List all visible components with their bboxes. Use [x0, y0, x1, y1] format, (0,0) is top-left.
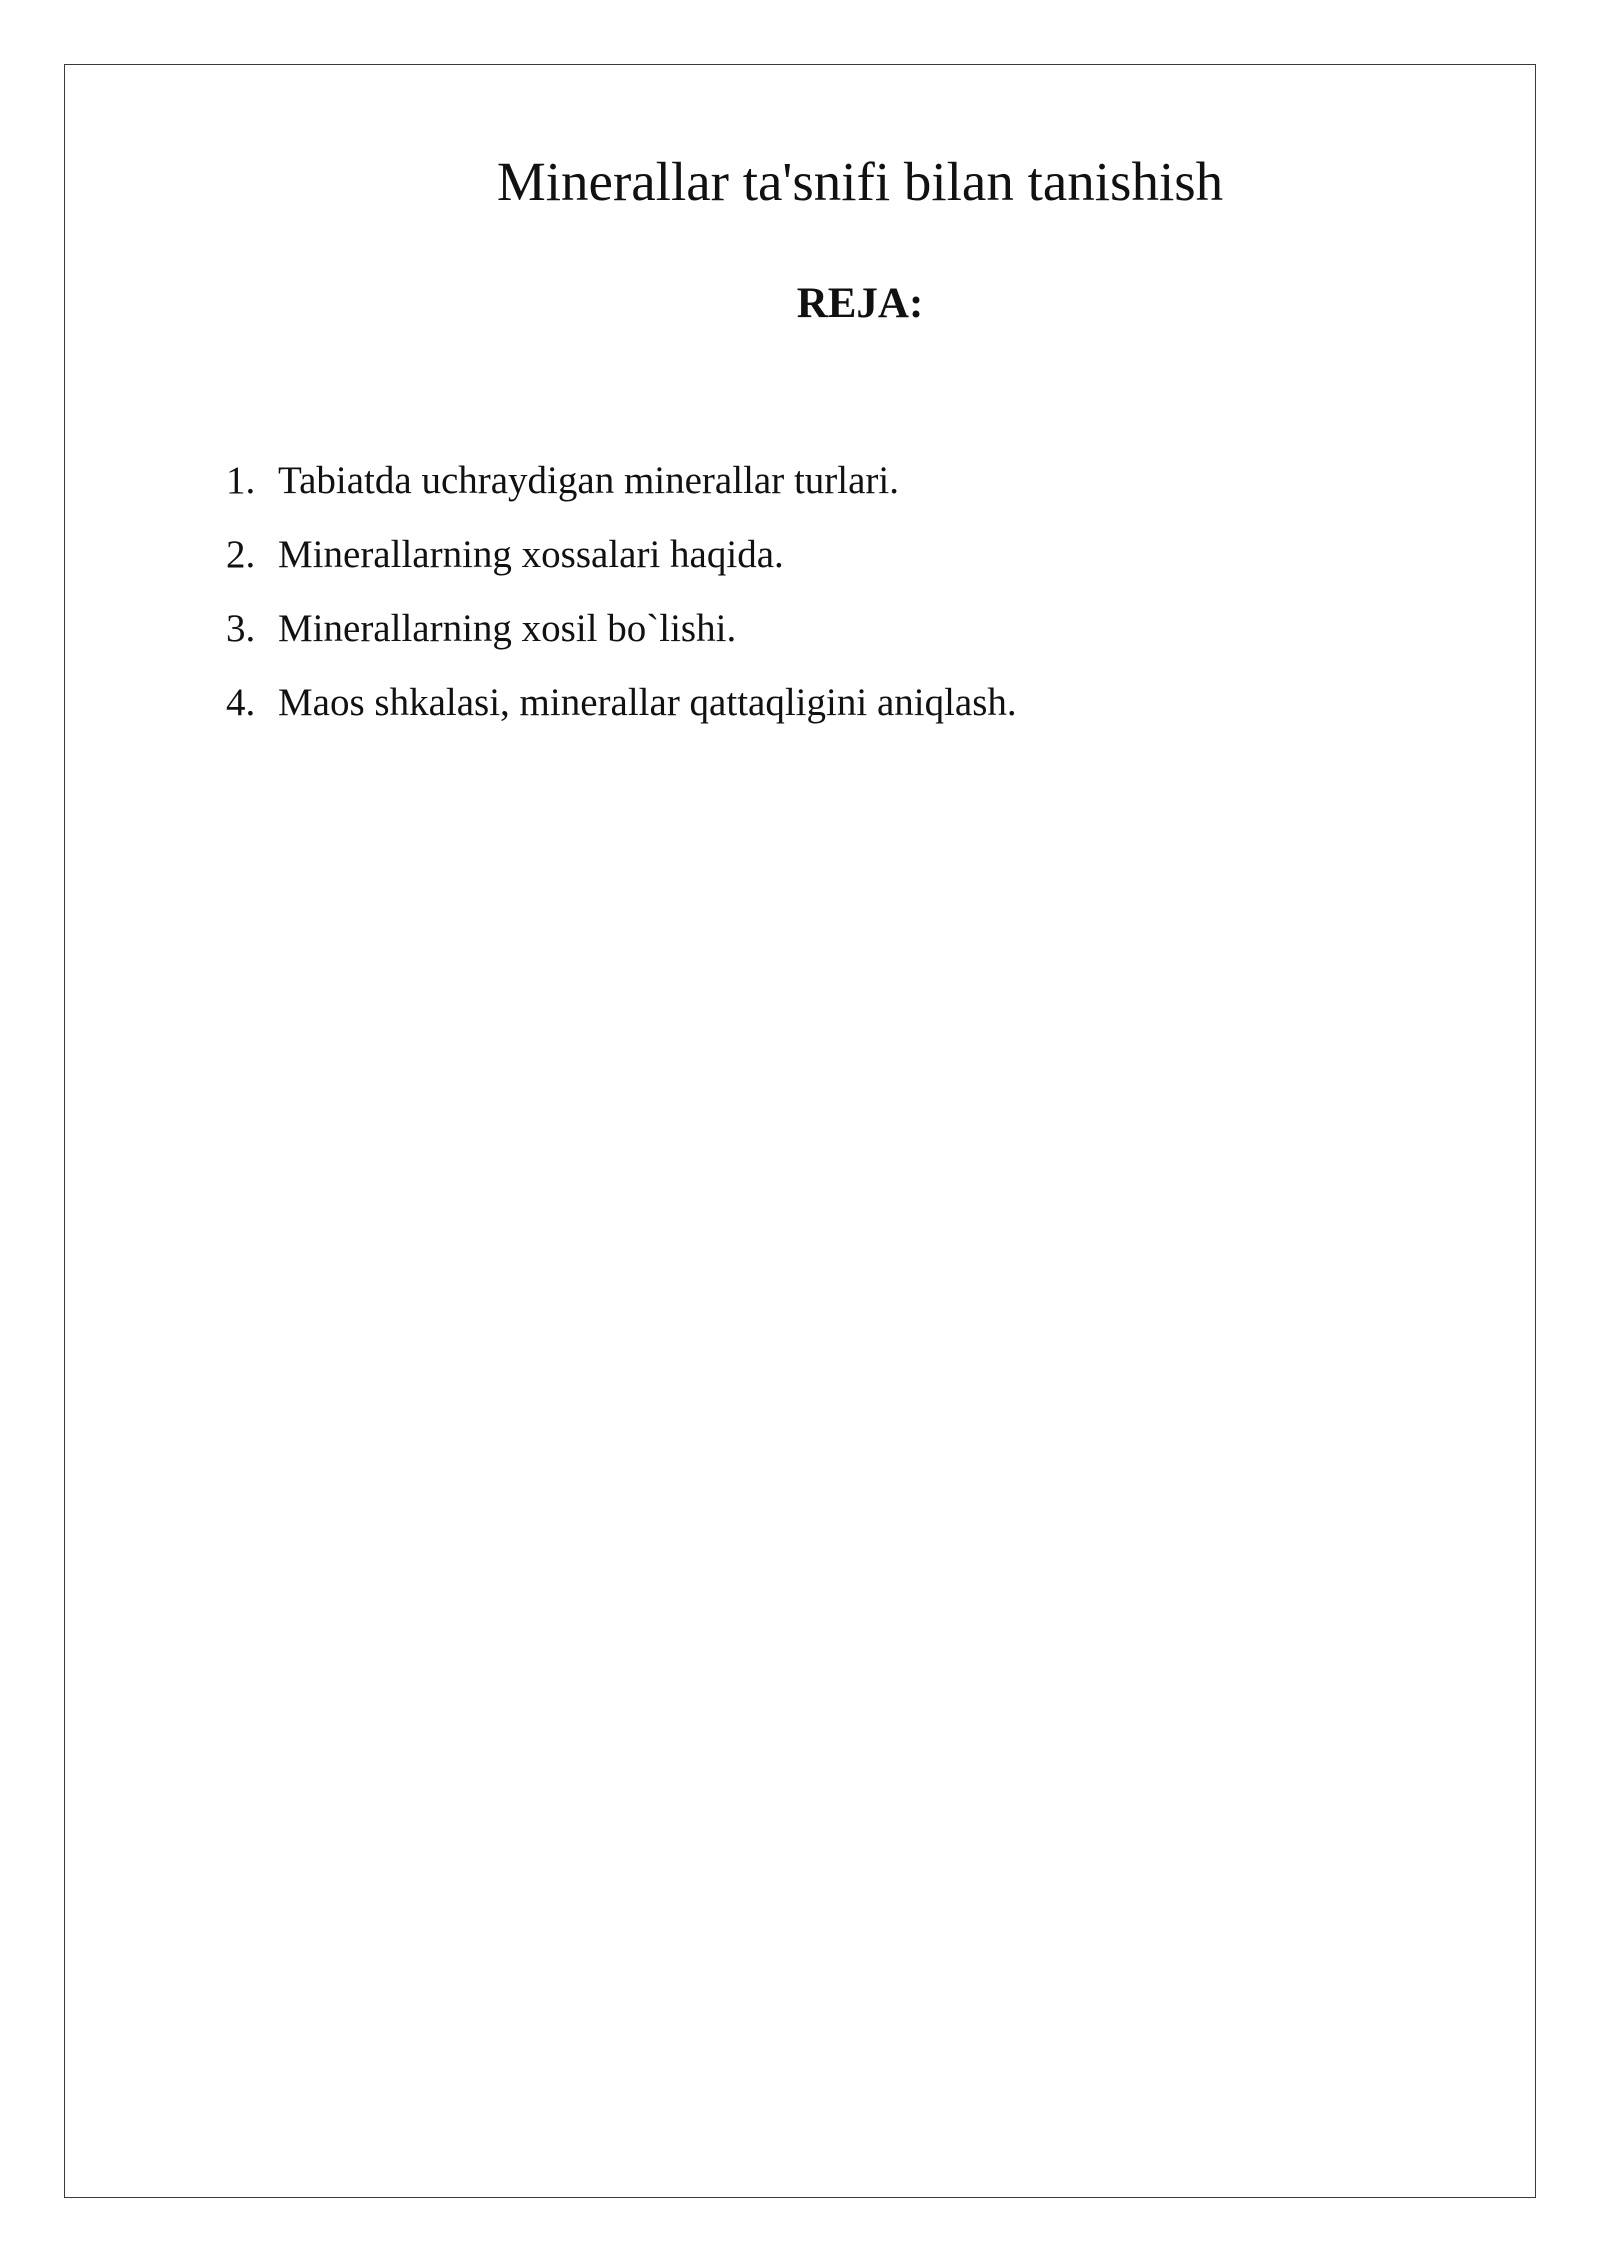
page-border [64, 64, 1536, 2198]
plan-item-text: Maos shkalasi, minerallar qattaqligini aniqlash. [278, 681, 1017, 724]
plan-list [226, 444, 1017, 740]
plan-item-text: Tabiatda uchraydigan minerallar turlari. [278, 459, 899, 502]
plan-item-number: 2. [226, 533, 256, 576]
document-title: Minerallar ta'snifi bilan tanishish [496, 151, 1224, 212]
plan-item-number: 3. [226, 607, 256, 650]
plan-item-text: Minerallarning xosil bo`lishi. [278, 607, 737, 650]
plan-item-number: 1. [226, 459, 256, 502]
plan-list-item [226, 444, 1017, 518]
plan-list-item [226, 666, 1017, 740]
plan-list-item [226, 518, 1017, 592]
plan-item-number: 4. [226, 681, 256, 724]
plan-item-text: Minerallarning xossalari haqida. [278, 533, 784, 576]
plan-heading: REJA: [796, 280, 924, 327]
plan-list-item [226, 592, 1017, 666]
